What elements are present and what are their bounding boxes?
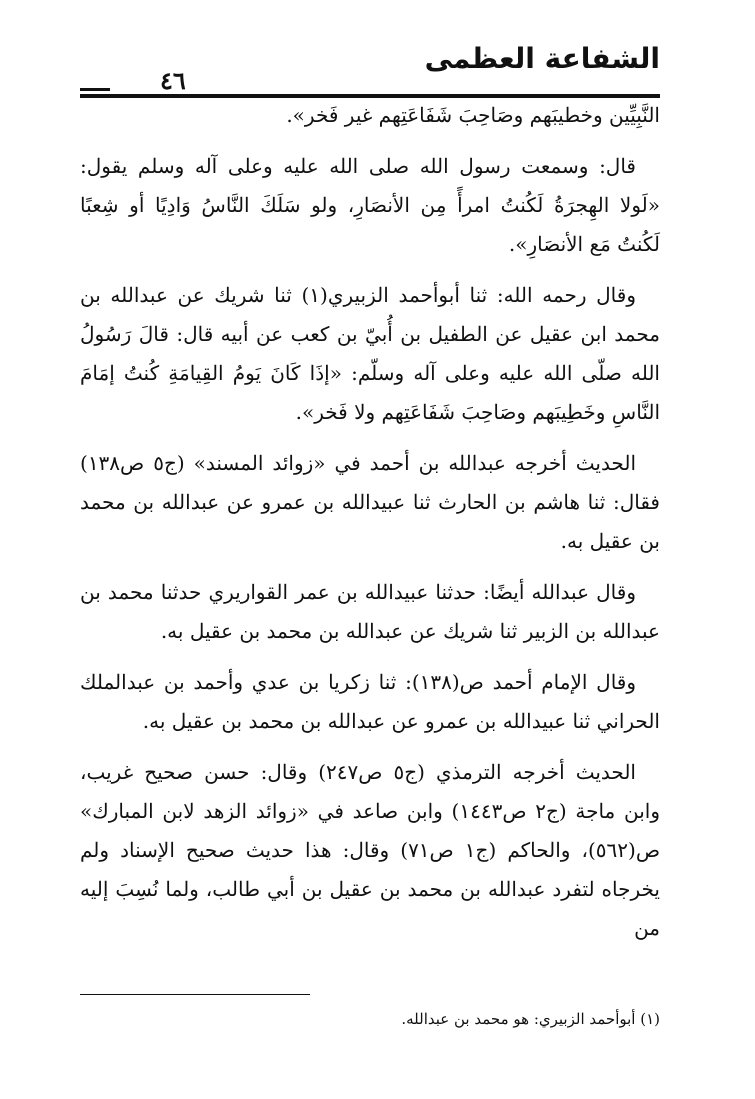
paragraph: النَّبِيِّين وخطيبَهم وصَاحِبَ شَفَاعَتِهم غير فَخر». <box>286 103 660 127</box>
footnote: (١) أبوأحمد الزبيري: هو محمد بن عبدالله. <box>401 1010 660 1028</box>
paragraph: وقال الإمام أحمد ص(١٣٨): ثنا زكريا بن عدي وأحمد بن عبدالملك الحراني ثنا عبيدالله بن عمرو عن عبدالله بن محمد بن عقيل به. <box>80 670 660 733</box>
paragraph: وقال رحمه الله: ثنا أبوأحمد الزبيري(١) ثنا شريك عن عبدالله بن محمد ابن عقيل عن الطفيل بن أُبيّ بن كعب عن أبيه قال: قالَ رَسُولُ الله صلّى الله عليه وعلى آله وسلّم: «إذَا كَانَ يَومُ القِيامَةِ كُنتُ إمَامَ النَّاسِ وخَطِيبَهم وصَاحِبَ شَفَاعَتِهم ولا فَخر». <box>80 283 660 424</box>
header-rule-accent <box>80 88 110 91</box>
paragraph: قال: وسمعت رسول الله صلى الله عليه وعلى آله وسلم يقول: «لَولا الهِجرَةُ لَكُنتُ امرأً مِن الأنصَارِ، ولو سَلَكَ النَّاسُ وَادِيًا أو شِعبًا لَكُنتُ مَع الأنصَارِ». <box>80 154 660 256</box>
page-number: ٤٦ <box>160 66 186 95</box>
paragraph: الحديث أخرجه عبدالله بن أحمد في «زوائد المسند» (ج٥ ص١٣٨) فقال: ثنا هاشم بن الحارث ثنا عبيدالله بن عمرو عن عبدالله بن محمد بن عقيل به. <box>80 451 660 553</box>
book-title: الشفاعة العظمى <box>424 42 660 75</box>
page-header <box>80 38 660 98</box>
footnote-rule <box>80 994 310 995</box>
paragraph: الحديث أخرجه الترمذي (ج٥ ص٢٤٧) وقال: حسن صحيح غريب، وابن ماجة (ج٢ ص١٤٤٣) وابن صاعد في «زوائد الزهد لابن المبارك» ص(٥٦٢)، والحاكم (ج١ ص٧١) وقال: هذا حديث صحيح الإسناد ولم يخرجاه لتفرد عبدالله بن محمد بن عقيل بن أبي طالب، ولما نُسِبَ إليه من <box>80 760 660 940</box>
body-text <box>80 96 660 960</box>
paragraph: وقال عبدالله أيضًا: حدثنا عبيدالله بن عمر القواريري حدثنا محمد بن عبدالله بن الزبير ثنا شريك عن عبدالله بن محمد بن عقيل به. <box>80 580 660 643</box>
